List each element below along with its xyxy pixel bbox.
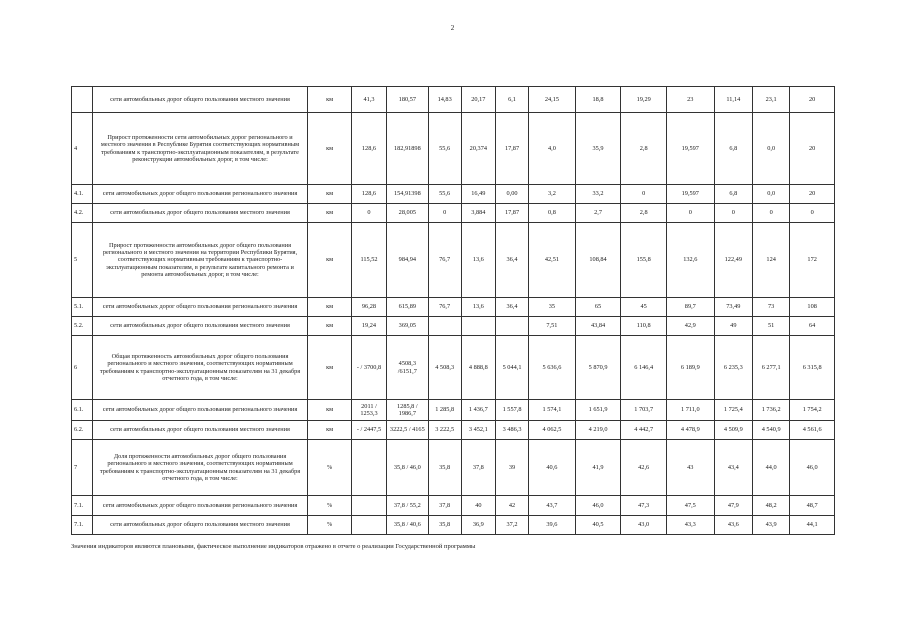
value-cell: 155,8 (621, 223, 667, 298)
value-cell: 1 436,7 (461, 400, 495, 421)
value-cell: 45 (621, 298, 667, 317)
value-cell: 35 (529, 298, 576, 317)
value-cell: 5 870,9 (575, 336, 621, 400)
value-cell: 14,83 (428, 87, 461, 113)
value-cell: 4 219,0 (575, 421, 621, 440)
unit-cell: % (308, 516, 352, 535)
value-cell: 96,28 (351, 298, 386, 317)
indicator-name: сети автомобильных дорог общего пользования местного значения (92, 87, 308, 113)
table-row (72, 516, 835, 535)
table-row (72, 113, 835, 185)
value-cell: - / 2447,5 (351, 421, 386, 440)
value-cell: 43,84 (575, 317, 621, 336)
value-cell (351, 496, 386, 516)
value-cell: 2011 / 1253,3 (351, 400, 386, 421)
value-cell: 37,8 (461, 440, 495, 496)
value-cell: 65 (575, 298, 621, 317)
value-cell: 40,5 (575, 516, 621, 535)
value-cell: 42 (495, 496, 528, 516)
unit-cell: % (308, 496, 352, 516)
value-cell: 20,374 (461, 113, 495, 185)
value-cell: 4 540,9 (753, 421, 790, 440)
value-cell: 1 725,4 (714, 400, 752, 421)
value-cell: 35,8 / 46,0 (387, 440, 428, 496)
value-cell: 0,8 (529, 204, 576, 223)
value-cell: 3 222,5 (428, 421, 461, 440)
value-cell: 47,3 (621, 496, 667, 516)
value-cell: 43,3 (666, 516, 714, 535)
value-cell: 0 (428, 204, 461, 223)
page-number: 2 (450, 24, 455, 32)
value-cell: 43,0 (621, 516, 667, 535)
table-row (72, 298, 835, 317)
value-cell: 3 452,1 (461, 421, 495, 440)
value-cell: 73,49 (714, 298, 752, 317)
value-cell: 48,7 (790, 496, 835, 516)
value-cell: 1 574,1 (529, 400, 576, 421)
value-cell: 0,00 (495, 185, 528, 204)
table-row (72, 440, 835, 496)
value-cell: 17,87 (495, 113, 528, 185)
unit-cell: км (308, 87, 352, 113)
value-cell: 0,0 (753, 185, 790, 204)
value-cell: 4 478,9 (666, 421, 714, 440)
value-cell: 37,8 / 55,2 (387, 496, 428, 516)
value-cell: 6 235,3 (714, 336, 752, 400)
row-number: 6.2. (72, 421, 93, 440)
value-cell: 2,8 (621, 204, 667, 223)
row-number: 5.1. (72, 298, 93, 317)
value-cell: 64 (790, 317, 835, 336)
value-cell: 115,52 (351, 223, 386, 298)
value-cell: 23,1 (753, 87, 790, 113)
value-cell: 46,0 (790, 440, 835, 496)
unit-cell: % (308, 440, 352, 496)
value-cell: 6 189,9 (666, 336, 714, 400)
indicators-table (71, 86, 835, 535)
value-cell: 40 (461, 496, 495, 516)
value-cell: 180,57 (387, 87, 428, 113)
value-cell: 154,91398 (387, 185, 428, 204)
value-cell: 3,2 (529, 185, 576, 204)
unit-cell: км (308, 400, 352, 421)
value-cell: 41,9 (575, 440, 621, 496)
value-cell: 40,6 (529, 440, 576, 496)
row-number (72, 87, 93, 113)
value-cell: 1 703,7 (621, 400, 667, 421)
indicator-name: Прирост протяженности автомобильных дорог общего пользования регионального и местного значения на территории Республики Бурятия, соответствующих нормативным требованиям к транспортно-эксплуатационным показателям, в результате капитального ремонта и ремонта автомобильных дорог, в том числе: (92, 223, 308, 298)
value-cell: 55,6 (428, 185, 461, 204)
row-number: 5.2. (72, 317, 93, 336)
value-cell: 615,89 (387, 298, 428, 317)
value-cell: 0 (621, 185, 667, 204)
value-cell: 6,1 (495, 87, 528, 113)
value-cell: 1 557,8 (495, 400, 528, 421)
value-cell: 20 (790, 185, 835, 204)
value-cell: 36,4 (495, 298, 528, 317)
row-number: 4.1. (72, 185, 93, 204)
value-cell: 4 888,8 (461, 336, 495, 400)
value-cell: 4 509,9 (714, 421, 752, 440)
row-number: 4.2. (72, 204, 93, 223)
value-cell: 43,7 (529, 496, 576, 516)
table-row (72, 185, 835, 204)
value-cell: 55,6 (428, 113, 461, 185)
value-cell: 0 (666, 204, 714, 223)
value-cell: 76,7 (428, 298, 461, 317)
value-cell: 37,8 (428, 496, 461, 516)
row-number: 7.1. (72, 496, 93, 516)
value-cell: 13,6 (461, 298, 495, 317)
value-cell: 1 285,8 (428, 400, 461, 421)
value-cell: 20 (790, 87, 835, 113)
value-cell: 19,597 (666, 113, 714, 185)
value-cell: 13,6 (461, 223, 495, 298)
value-cell: 4 062,5 (529, 421, 576, 440)
value-cell: 36,9 (461, 516, 495, 535)
indicator-name: сети автомобильных дорог общего пользования регионального значения (92, 496, 308, 516)
table-row (72, 317, 835, 336)
value-cell: 44,1 (790, 516, 835, 535)
value-cell: 49 (714, 317, 752, 336)
value-cell: 1 711,0 (666, 400, 714, 421)
value-cell: 44,0 (753, 440, 790, 496)
unit-cell: км (308, 421, 352, 440)
value-cell: 3,884 (461, 204, 495, 223)
indicator-name: Прирост протяженности сети автомобильных дорог регионального и местного значения в Республике Бурятия соответствующих нормативным требованиям к транспортно-эксплуатационным показателям, в результате реконструкции автомобильных дорог, в том числе: (92, 113, 308, 185)
indicator-name: сети автомобильных дорог общего пользования регионального значения (92, 185, 308, 204)
row-number: 5 (72, 223, 93, 298)
value-cell: 4508,3 /6151,7 (387, 336, 428, 400)
value-cell: 41,3 (351, 87, 386, 113)
value-cell: 47,9 (714, 496, 752, 516)
value-cell: 0 (790, 204, 835, 223)
value-cell: 11,14 (714, 87, 752, 113)
unit-cell: км (308, 223, 352, 298)
value-cell: 1 651,9 (575, 400, 621, 421)
value-cell (461, 317, 495, 336)
table-row (72, 87, 835, 113)
value-cell: 6 277,1 (753, 336, 790, 400)
value-cell: 43,4 (714, 440, 752, 496)
value-cell: 73 (753, 298, 790, 317)
indicator-name: сети автомобильных дорог общего пользования местного значения (92, 516, 308, 535)
value-cell: 35,9 (575, 113, 621, 185)
value-cell (495, 317, 528, 336)
value-cell: 5 636,6 (529, 336, 576, 400)
value-cell: 36,4 (495, 223, 528, 298)
row-number: 4 (72, 113, 93, 185)
value-cell: 19,29 (621, 87, 667, 113)
value-cell: 110,8 (621, 317, 667, 336)
indicator-name: Доля протяженности автомобильных дорог общего пользования регионального и местного значения, соответствующих нормативным требованиям к транспортно-эксплуатационным показателям на 31 декабря отчетного года, в том числе: (92, 440, 308, 496)
value-cell: 18,8 (575, 87, 621, 113)
value-cell: 3222,5 / 4165 (387, 421, 428, 440)
value-cell: 51 (753, 317, 790, 336)
value-cell: 76,7 (428, 223, 461, 298)
row-number: 7.1. (72, 516, 93, 535)
value-cell: 20 (790, 113, 835, 185)
value-cell: 4 508,3 (428, 336, 461, 400)
value-cell: 108,84 (575, 223, 621, 298)
indicator-name: сети автомобильных дорог общего пользования местного значения (92, 421, 308, 440)
value-cell (351, 440, 386, 496)
table-row (72, 204, 835, 223)
value-cell: 37,2 (495, 516, 528, 535)
value-cell (428, 317, 461, 336)
unit-cell: км (308, 317, 352, 336)
indicator-name: сети автомобильных дорог общего пользования регионального значения (92, 298, 308, 317)
value-cell: 128,6 (351, 185, 386, 204)
indicator-name: сети автомобильных дорог общего пользования местного значения (92, 204, 308, 223)
row-number: 6 (72, 336, 93, 400)
value-cell: 42,9 (666, 317, 714, 336)
value-cell: 2,7 (575, 204, 621, 223)
value-cell: 132,6 (666, 223, 714, 298)
value-cell: 16,49 (461, 185, 495, 204)
table-row (72, 421, 835, 440)
value-cell: 1 754,2 (790, 400, 835, 421)
unit-cell: км (308, 204, 352, 223)
value-cell: 0 (714, 204, 752, 223)
value-cell: 0,0 (753, 113, 790, 185)
value-cell: 6 146,4 (621, 336, 667, 400)
value-cell: 6,8 (714, 185, 752, 204)
value-cell: 28,005 (387, 204, 428, 223)
value-cell: 20,17 (461, 87, 495, 113)
unit-cell: км (308, 298, 352, 317)
value-cell: 0 (351, 204, 386, 223)
unit-cell: км (308, 113, 352, 185)
value-cell: 3 486,3 (495, 421, 528, 440)
value-cell: 35,8 (428, 516, 461, 535)
value-cell: 124 (753, 223, 790, 298)
indicator-name: сети автомобильных дорог общего пользования местного значения (92, 317, 308, 336)
value-cell: 4,0 (529, 113, 576, 185)
table-row (72, 400, 835, 421)
value-cell: 89,7 (666, 298, 714, 317)
value-cell: 1285,8 / 1986,7 (387, 400, 428, 421)
value-cell: 39,6 (529, 516, 576, 535)
value-cell: 42,6 (621, 440, 667, 496)
value-cell: 108 (790, 298, 835, 317)
value-cell: 122,49 (714, 223, 752, 298)
value-cell: 5 044,1 (495, 336, 528, 400)
value-cell: 47,5 (666, 496, 714, 516)
value-cell: 0 (753, 204, 790, 223)
value-cell: 128,6 (351, 113, 386, 185)
value-cell: 48,2 (753, 496, 790, 516)
value-cell: 19,597 (666, 185, 714, 204)
value-cell: 24,15 (529, 87, 576, 113)
value-cell: 4 561,6 (790, 421, 835, 440)
value-cell (351, 516, 386, 535)
footnote: Значения индикаторов являются плановыми, фактическое выполнение индикаторов отражено в отчете о реализации Государственной программы (71, 543, 476, 550)
row-number: 6.1. (72, 400, 93, 421)
unit-cell: км (308, 336, 352, 400)
value-cell: 43,9 (753, 516, 790, 535)
value-cell: 42,51 (529, 223, 576, 298)
indicator-name: Общая протяженность автомобильных дорог общего пользования регионального и местного значения, соответствующих нормативным требованиям к транспортно-эксплуатационным показателям на 31 декабря отчетного года, в том числе: (92, 336, 308, 400)
value-cell: 1 736,2 (753, 400, 790, 421)
value-cell: 17,87 (495, 204, 528, 223)
value-cell: 35,8 / 40,6 (387, 516, 428, 535)
table-body (72, 87, 835, 535)
table-row (72, 223, 835, 298)
value-cell: 6,8 (714, 113, 752, 185)
value-cell: 7,51 (529, 317, 576, 336)
value-cell: 4 442,7 (621, 421, 667, 440)
value-cell: 33,2 (575, 185, 621, 204)
value-cell: 2,8 (621, 113, 667, 185)
unit-cell: км (308, 185, 352, 204)
value-cell: 6 315,8 (790, 336, 835, 400)
value-cell: 23 (666, 87, 714, 113)
value-cell: 43,6 (714, 516, 752, 535)
table-row (72, 496, 835, 516)
value-cell: 19,24 (351, 317, 386, 336)
value-cell: 984,94 (387, 223, 428, 298)
value-cell: 35,8 (428, 440, 461, 496)
row-number: 7 (72, 440, 93, 496)
value-cell: 39 (495, 440, 528, 496)
value-cell: 182,91898 (387, 113, 428, 185)
value-cell: - / 3700,8 (351, 336, 386, 400)
value-cell: 172 (790, 223, 835, 298)
value-cell: 43 (666, 440, 714, 496)
table-row (72, 336, 835, 400)
indicator-name: сети автомобильных дорог общего пользования регионального значения (92, 400, 308, 421)
value-cell: 369,05 (387, 317, 428, 336)
value-cell: 46,0 (575, 496, 621, 516)
